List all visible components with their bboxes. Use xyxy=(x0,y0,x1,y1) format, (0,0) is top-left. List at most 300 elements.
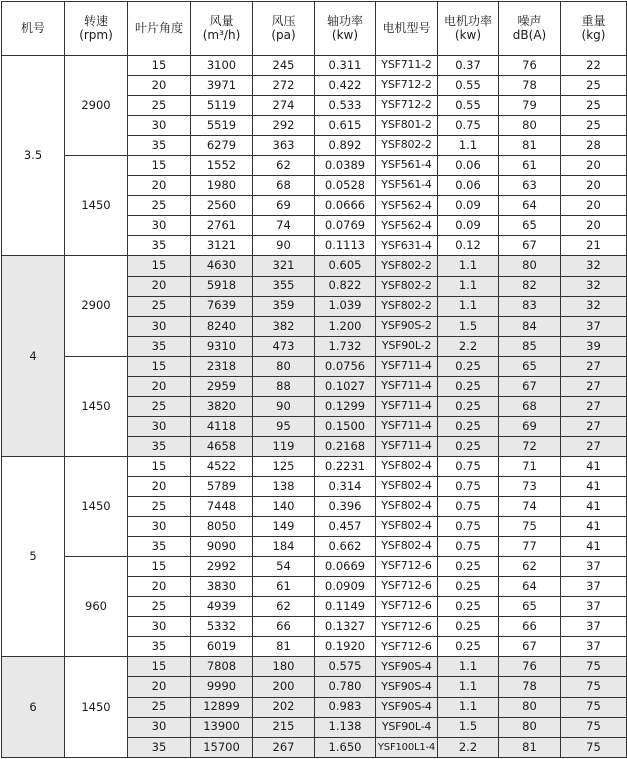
motor-power-cell: 1.5 xyxy=(438,316,499,336)
motor-power-cell: 1.1 xyxy=(438,677,499,697)
header-row xyxy=(2,2,627,56)
blade-angle-cell: 30 xyxy=(128,116,191,136)
noise-cell: 68 xyxy=(499,396,561,416)
weight-cell: 27 xyxy=(561,396,627,416)
pressure-cell: 88 xyxy=(253,376,315,396)
shaft-power-cell: 1.039 xyxy=(315,296,376,316)
motor-model-cell: YSF802-2 xyxy=(376,256,438,276)
weight-cell: 32 xyxy=(561,256,627,276)
airflow-cell: 2560 xyxy=(191,196,253,216)
shaft-power-cell: 0.0389 xyxy=(315,156,376,176)
motor-model-cell: YSF712-6 xyxy=(376,617,438,637)
noise-cell: 67 xyxy=(499,376,561,396)
pressure-cell: 119 xyxy=(253,436,315,456)
table-row xyxy=(2,256,627,276)
motor-power-cell: 1.1 xyxy=(438,657,499,677)
noise-cell: 65 xyxy=(499,597,561,617)
noise-cell: 84 xyxy=(499,316,561,336)
motor-power-cell: 2.2 xyxy=(438,336,499,356)
table-row xyxy=(2,156,627,176)
airflow-cell: 4939 xyxy=(191,597,253,617)
noise-cell: 62 xyxy=(499,557,561,577)
motor-model-cell: YSF562-4 xyxy=(376,196,438,216)
motor-power-cell: 0.09 xyxy=(438,216,499,236)
airflow-cell: 6019 xyxy=(191,637,253,657)
airflow-cell: 3820 xyxy=(191,396,253,416)
motor-power-cell: 0.55 xyxy=(438,96,499,116)
noise-cell: 65 xyxy=(499,216,561,236)
pressure-cell: 74 xyxy=(253,216,315,236)
motor-power-cell: 0.75 xyxy=(438,476,499,496)
airflow-cell: 3830 xyxy=(191,577,253,597)
shaft-power-cell: 0.0666 xyxy=(315,196,376,216)
blade-angle-cell: 25 xyxy=(128,597,191,617)
pressure-cell: 200 xyxy=(253,677,315,697)
shaft-power-cell: 0.533 xyxy=(315,96,376,116)
pressure-cell: 62 xyxy=(253,597,315,617)
motor-model-cell: YSF90S-4 xyxy=(376,657,438,677)
airflow-cell: 5119 xyxy=(191,96,253,116)
shaft-power-cell: 0.0769 xyxy=(315,216,376,236)
motor-model-cell: YSF712-2 xyxy=(376,76,438,96)
blade-angle-cell: 30 xyxy=(128,316,191,336)
motor-model-cell: YSF90S-4 xyxy=(376,697,438,717)
pressure-cell: 267 xyxy=(253,737,315,757)
noise-cell: 81 xyxy=(499,136,561,156)
weight-cell: 27 xyxy=(561,436,627,456)
motor-power-cell: 0.25 xyxy=(438,617,499,637)
noise-cell: 81 xyxy=(499,737,561,757)
motor-model-cell: YSF561-4 xyxy=(376,176,438,196)
airflow-cell: 8240 xyxy=(191,316,253,336)
weight-cell: 32 xyxy=(561,276,627,296)
weight-cell: 28 xyxy=(561,136,627,156)
noise-cell: 72 xyxy=(499,436,561,456)
header-blade-angle: 叶片角度 xyxy=(128,2,191,56)
noise-cell: 65 xyxy=(499,356,561,376)
airflow-cell: 8050 xyxy=(191,517,253,537)
model-cell: 4 xyxy=(2,256,65,456)
motor-power-cell: 1.1 xyxy=(438,136,499,156)
header-pressure: 风压 (pa) xyxy=(253,2,315,56)
motor-power-cell: 0.25 xyxy=(438,396,499,416)
noise-cell: 67 xyxy=(499,236,561,256)
header-motor-model: 电机型号 xyxy=(376,2,438,56)
motor-model-cell: YSF711-4 xyxy=(376,436,438,456)
blade-angle-cell: 20 xyxy=(128,476,191,496)
noise-cell: 80 xyxy=(499,717,561,737)
motor-model-cell: YSF802-2 xyxy=(376,276,438,296)
airflow-cell: 4118 xyxy=(191,416,253,436)
motor-model-cell: YSF90S-2 xyxy=(376,316,438,336)
motor-model-cell: YSF711-4 xyxy=(376,416,438,436)
noise-cell: 63 xyxy=(499,176,561,196)
table-row xyxy=(2,456,627,476)
weight-cell: 41 xyxy=(561,517,627,537)
airflow-cell: 5519 xyxy=(191,116,253,136)
motor-power-cell: 0.25 xyxy=(438,597,499,617)
motor-model-cell: YSF802-4 xyxy=(376,476,438,496)
weight-cell: 20 xyxy=(561,196,627,216)
pressure-cell: 363 xyxy=(253,136,315,156)
noise-cell: 64 xyxy=(499,196,561,216)
shaft-power-cell: 0.457 xyxy=(315,517,376,537)
motor-model-cell: YSF90L-2 xyxy=(376,336,438,356)
shaft-power-cell: 0.0909 xyxy=(315,577,376,597)
blade-angle-cell: 20 xyxy=(128,577,191,597)
header-speed: 转速 (rpm) xyxy=(65,2,128,56)
pressure-cell: 184 xyxy=(253,537,315,557)
motor-power-cell: 2.2 xyxy=(438,737,499,757)
table-row xyxy=(2,356,627,376)
motor-model-cell: YSF711-2 xyxy=(376,56,438,76)
blade-angle-cell: 15 xyxy=(128,256,191,276)
motor-power-cell: 0.09 xyxy=(438,196,499,216)
weight-cell: 22 xyxy=(561,56,627,76)
weight-cell: 41 xyxy=(561,456,627,476)
noise-cell: 85 xyxy=(499,336,561,356)
noise-cell: 76 xyxy=(499,56,561,76)
blade-angle-cell: 30 xyxy=(128,517,191,537)
blade-angle-cell: 35 xyxy=(128,537,191,557)
motor-power-cell: 0.12 xyxy=(438,236,499,256)
weight-cell: 27 xyxy=(561,356,627,376)
blade-angle-cell: 15 xyxy=(128,657,191,677)
table-row xyxy=(2,557,627,577)
pressure-cell: 90 xyxy=(253,236,315,256)
motor-model-cell: YSF100L1-4 xyxy=(376,737,438,757)
shaft-power-cell: 0.1027 xyxy=(315,376,376,396)
airflow-cell: 9090 xyxy=(191,537,253,557)
motor-power-cell: 0.25 xyxy=(438,376,499,396)
weight-cell: 25 xyxy=(561,76,627,96)
pressure-cell: 473 xyxy=(253,336,315,356)
blade-angle-cell: 30 xyxy=(128,216,191,236)
shaft-power-cell: 0.605 xyxy=(315,256,376,276)
noise-cell: 82 xyxy=(499,276,561,296)
header-noise: 噪声 dB(A) xyxy=(499,2,561,56)
blade-angle-cell: 15 xyxy=(128,356,191,376)
airflow-cell: 12899 xyxy=(191,697,253,717)
airflow-cell: 2761 xyxy=(191,216,253,236)
airflow-cell: 7448 xyxy=(191,497,253,517)
airflow-cell: 7808 xyxy=(191,657,253,677)
blade-angle-cell: 30 xyxy=(128,416,191,436)
motor-model-cell: YSF711-4 xyxy=(376,376,438,396)
noise-cell: 77 xyxy=(499,537,561,557)
blade-angle-cell: 30 xyxy=(128,617,191,637)
shaft-power-cell: 1.732 xyxy=(315,336,376,356)
motor-model-cell: YSF712-6 xyxy=(376,557,438,577)
motor-power-cell: 0.06 xyxy=(438,176,499,196)
shaft-power-cell: 0.311 xyxy=(315,56,376,76)
shaft-power-cell: 1.138 xyxy=(315,717,376,737)
motor-power-cell: 0.25 xyxy=(438,416,499,436)
blade-angle-cell: 15 xyxy=(128,557,191,577)
blade-angle-cell: 20 xyxy=(128,76,191,96)
header-model: 机号 xyxy=(2,2,65,56)
motor-power-cell: 0.37 xyxy=(438,56,499,76)
weight-cell: 25 xyxy=(561,116,627,136)
motor-power-cell: 0.75 xyxy=(438,537,499,557)
motor-power-cell: 0.06 xyxy=(438,156,499,176)
motor-model-cell: YSF561-4 xyxy=(376,156,438,176)
pressure-cell: 81 xyxy=(253,637,315,657)
shaft-power-cell: 1.650 xyxy=(315,737,376,757)
shaft-power-cell: 0.1299 xyxy=(315,396,376,416)
motor-power-cell: 1.1 xyxy=(438,697,499,717)
speed-cell: 1450 xyxy=(65,657,128,758)
pressure-cell: 321 xyxy=(253,256,315,276)
airflow-cell: 5918 xyxy=(191,276,253,296)
noise-cell: 69 xyxy=(499,416,561,436)
motor-power-cell: 0.55 xyxy=(438,76,499,96)
motor-power-cell: 1.1 xyxy=(438,296,499,316)
motor-model-cell: YSF802-4 xyxy=(376,456,438,476)
model-cell: 5 xyxy=(2,456,65,656)
pressure-cell: 245 xyxy=(253,56,315,76)
blade-angle-cell: 20 xyxy=(128,677,191,697)
weight-cell: 41 xyxy=(561,497,627,517)
motor-power-cell: 1.5 xyxy=(438,717,499,737)
pressure-cell: 359 xyxy=(253,296,315,316)
motor-power-cell: 0.25 xyxy=(438,577,499,597)
airflow-cell: 9310 xyxy=(191,336,253,356)
speed-cell: 2900 xyxy=(65,56,128,156)
motor-model-cell: YSF802-4 xyxy=(376,537,438,557)
shaft-power-cell: 0.396 xyxy=(315,497,376,517)
motor-power-cell: 0.25 xyxy=(438,436,499,456)
pressure-cell: 140 xyxy=(253,497,315,517)
weight-cell: 27 xyxy=(561,416,627,436)
pressure-cell: 202 xyxy=(253,697,315,717)
model-cell: 3.5 xyxy=(2,56,65,256)
speed-cell: 1450 xyxy=(65,456,128,556)
noise-cell: 76 xyxy=(499,657,561,677)
weight-cell: 37 xyxy=(561,557,627,577)
motor-power-cell: 0.75 xyxy=(438,116,499,136)
header-shaft-power: 轴功率 (kw) xyxy=(315,2,376,56)
shaft-power-cell: 0.780 xyxy=(315,677,376,697)
airflow-cell: 7639 xyxy=(191,296,253,316)
blade-angle-cell: 20 xyxy=(128,176,191,196)
airflow-cell: 2992 xyxy=(191,557,253,577)
blade-angle-cell: 15 xyxy=(128,56,191,76)
motor-model-cell: YSF631-4 xyxy=(376,236,438,256)
speed-cell: 960 xyxy=(65,557,128,657)
airflow-cell: 5789 xyxy=(191,476,253,496)
header-motor-power: 电机功率 (kw) xyxy=(438,2,499,56)
shaft-power-cell: 0.1327 xyxy=(315,617,376,637)
shaft-power-cell: 0.2168 xyxy=(315,436,376,456)
weight-cell: 39 xyxy=(561,336,627,356)
airflow-cell: 5332 xyxy=(191,617,253,637)
noise-cell: 64 xyxy=(499,577,561,597)
weight-cell: 37 xyxy=(561,597,627,617)
noise-cell: 73 xyxy=(499,476,561,496)
pressure-cell: 61 xyxy=(253,577,315,597)
shaft-power-cell: 0.0669 xyxy=(315,557,376,577)
motor-model-cell: YSF711-4 xyxy=(376,356,438,376)
shaft-power-cell: 0.662 xyxy=(315,537,376,557)
motor-model-cell: YSF90L-4 xyxy=(376,717,438,737)
pressure-cell: 180 xyxy=(253,657,315,677)
speed-cell: 2900 xyxy=(65,256,128,356)
shaft-power-cell: 0.983 xyxy=(315,697,376,717)
blade-angle-cell: 20 xyxy=(128,276,191,296)
noise-cell: 61 xyxy=(499,156,561,176)
motor-model-cell: YSF711-4 xyxy=(376,396,438,416)
blade-angle-cell: 35 xyxy=(128,637,191,657)
weight-cell: 20 xyxy=(561,156,627,176)
pressure-cell: 292 xyxy=(253,116,315,136)
noise-cell: 78 xyxy=(499,677,561,697)
weight-cell: 75 xyxy=(561,737,627,757)
motor-model-cell: YSF802-2 xyxy=(376,136,438,156)
airflow-cell: 1980 xyxy=(191,176,253,196)
motor-model-cell: YSF801-2 xyxy=(376,116,438,136)
weight-cell: 41 xyxy=(561,537,627,557)
weight-cell: 27 xyxy=(561,376,627,396)
blade-angle-cell: 15 xyxy=(128,456,191,476)
blade-angle-cell: 25 xyxy=(128,497,191,517)
motor-power-cell: 0.75 xyxy=(438,497,499,517)
weight-cell: 21 xyxy=(561,236,627,256)
airflow-cell: 9990 xyxy=(191,677,253,697)
shaft-power-cell: 0.422 xyxy=(315,76,376,96)
weight-cell: 75 xyxy=(561,697,627,717)
shaft-power-cell: 0.822 xyxy=(315,276,376,296)
table-row xyxy=(2,657,627,677)
motor-model-cell: YSF802-2 xyxy=(376,296,438,316)
noise-cell: 80 xyxy=(499,256,561,276)
noise-cell: 71 xyxy=(499,456,561,476)
weight-cell: 25 xyxy=(561,96,627,116)
pressure-cell: 80 xyxy=(253,356,315,376)
weight-cell: 75 xyxy=(561,717,627,737)
pressure-cell: 382 xyxy=(253,316,315,336)
shaft-power-cell: 0.615 xyxy=(315,116,376,136)
airflow-cell: 3100 xyxy=(191,56,253,76)
blade-angle-cell: 25 xyxy=(128,697,191,717)
blade-angle-cell: 15 xyxy=(128,156,191,176)
blade-angle-cell: 20 xyxy=(128,376,191,396)
shaft-power-cell: 0.2231 xyxy=(315,456,376,476)
airflow-cell: 4522 xyxy=(191,456,253,476)
pressure-cell: 274 xyxy=(253,96,315,116)
motor-model-cell: YSF712-6 xyxy=(376,637,438,657)
blade-angle-cell: 25 xyxy=(128,196,191,216)
shaft-power-cell: 0.575 xyxy=(315,657,376,677)
motor-model-cell: YSF712-6 xyxy=(376,597,438,617)
weight-cell: 20 xyxy=(561,216,627,236)
blade-angle-cell: 25 xyxy=(128,296,191,316)
blade-angle-cell: 35 xyxy=(128,336,191,356)
airflow-cell: 2959 xyxy=(191,376,253,396)
pressure-cell: 95 xyxy=(253,416,315,436)
blade-angle-cell: 30 xyxy=(128,717,191,737)
shaft-power-cell: 0.0528 xyxy=(315,176,376,196)
airflow-cell: 4658 xyxy=(191,436,253,456)
pressure-cell: 138 xyxy=(253,476,315,496)
shaft-power-cell: 0.1500 xyxy=(315,416,376,436)
pressure-cell: 54 xyxy=(253,557,315,577)
noise-cell: 80 xyxy=(499,116,561,136)
motor-model-cell: YSF712-6 xyxy=(376,577,438,597)
weight-cell: 41 xyxy=(561,476,627,496)
motor-power-cell: 1.1 xyxy=(438,276,499,296)
pressure-cell: 355 xyxy=(253,276,315,296)
airflow-cell: 3971 xyxy=(191,76,253,96)
airflow-cell: 2318 xyxy=(191,356,253,376)
pressure-cell: 69 xyxy=(253,196,315,216)
motor-power-cell: 0.25 xyxy=(438,557,499,577)
pressure-cell: 68 xyxy=(253,176,315,196)
blade-angle-cell: 25 xyxy=(128,396,191,416)
motor-power-cell: 0.75 xyxy=(438,456,499,476)
pressure-cell: 62 xyxy=(253,156,315,176)
shaft-power-cell: 0.1113 xyxy=(315,236,376,256)
shaft-power-cell: 0.314 xyxy=(315,476,376,496)
weight-cell: 37 xyxy=(561,637,627,657)
noise-cell: 83 xyxy=(499,296,561,316)
airflow-cell: 6279 xyxy=(191,136,253,156)
blade-angle-cell: 25 xyxy=(128,96,191,116)
speed-cell: 1450 xyxy=(65,156,128,256)
weight-cell: 75 xyxy=(561,677,627,697)
pressure-cell: 215 xyxy=(253,717,315,737)
noise-cell: 66 xyxy=(499,617,561,637)
weight-cell: 20 xyxy=(561,176,627,196)
pressure-cell: 272 xyxy=(253,76,315,96)
weight-cell: 37 xyxy=(561,617,627,637)
shaft-power-cell: 0.1149 xyxy=(315,597,376,617)
table-body xyxy=(2,56,627,758)
noise-cell: 78 xyxy=(499,76,561,96)
motor-model-cell: YSF802-4 xyxy=(376,517,438,537)
motor-power-cell: 0.25 xyxy=(438,637,499,657)
weight-cell: 37 xyxy=(561,577,627,597)
noise-cell: 79 xyxy=(499,96,561,116)
airflow-cell: 3121 xyxy=(191,236,253,256)
airflow-cell: 15700 xyxy=(191,737,253,757)
motor-power-cell: 0.75 xyxy=(438,517,499,537)
shaft-power-cell: 0.1920 xyxy=(315,637,376,657)
motor-model-cell: YSF802-4 xyxy=(376,497,438,517)
fan-spec-table xyxy=(1,1,627,758)
motor-power-cell: 1.1 xyxy=(438,256,499,276)
pressure-cell: 90 xyxy=(253,396,315,416)
motor-model-cell: YSF562-4 xyxy=(376,216,438,236)
shaft-power-cell: 0.0756 xyxy=(315,356,376,376)
motor-model-cell: YSF90S-4 xyxy=(376,677,438,697)
weight-cell: 75 xyxy=(561,657,627,677)
airflow-cell: 1552 xyxy=(191,156,253,176)
noise-cell: 75 xyxy=(499,517,561,537)
pressure-cell: 149 xyxy=(253,517,315,537)
noise-cell: 80 xyxy=(499,697,561,717)
model-cell: 6 xyxy=(2,657,65,758)
shaft-power-cell: 0.892 xyxy=(315,136,376,156)
blade-angle-cell: 35 xyxy=(128,236,191,256)
table-row xyxy=(2,56,627,76)
airflow-cell: 4630 xyxy=(191,256,253,276)
shaft-power-cell: 1.200 xyxy=(315,316,376,336)
blade-angle-cell: 35 xyxy=(128,737,191,757)
weight-cell: 32 xyxy=(561,296,627,316)
blade-angle-cell: 35 xyxy=(128,436,191,456)
motor-power-cell: 0.25 xyxy=(438,356,499,376)
